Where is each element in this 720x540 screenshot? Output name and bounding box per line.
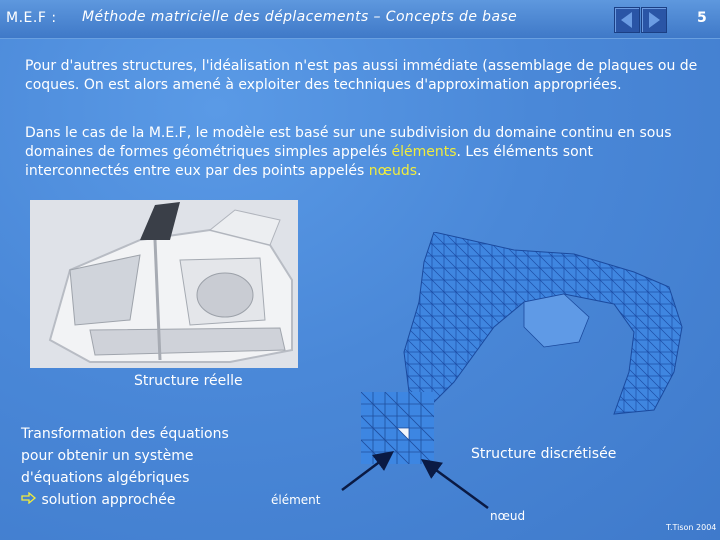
page-number: 5 <box>697 10 707 26</box>
paragraph-text: . Les éléments sont interconnectés entre eux par des points appelés <box>25 144 594 179</box>
highlight-elements: éléments <box>391 144 457 160</box>
paragraph-text: . <box>417 163 422 179</box>
element-pointer-arrow <box>342 454 390 490</box>
node-label: nœud <box>490 509 526 523</box>
course-label: M.E.F : <box>6 10 57 26</box>
paragraph-text: Dans le cas de la M.E.F, le modèle est basé sur une subdivision du domaine continu en sous domaines de formes géométriques simples appelés <box>25 125 672 160</box>
previous-arrow-icon <box>615 8 639 32</box>
author-credit: T.Tison 2004 <box>666 523 717 532</box>
discretized-structure-mesh <box>384 232 686 417</box>
paragraph-mef <box>25 124 700 181</box>
approximate-solution-text: solution approchée <box>37 492 176 508</box>
real-structure-label: Structure réelle <box>134 373 243 389</box>
highlight-nodes: nœuds <box>368 163 418 179</box>
transform-line: pour obtenir un système <box>21 448 194 464</box>
element-label: élément <box>271 493 321 507</box>
next-slide-button[interactable] <box>641 7 667 33</box>
slide-title: Méthode matricielle des déplacements – Concepts de base <box>82 9 518 25</box>
next-arrow-icon <box>642 8 666 32</box>
paragraph-idealisation: Pour d'autres structures, l'idéalisation n'est pas aussi immédiate (assemblage de plaques ou de coques. On est alors amené à exploiter des techniques d'approximation appropriées. <box>25 58 698 93</box>
discretized-structure-label: Structure discrétisée <box>471 446 617 462</box>
transform-line: Transformation des équations <box>21 426 229 442</box>
header-bar <box>0 0 720 39</box>
transform-line: d'équations algébriques <box>21 470 190 486</box>
transformation-text <box>21 423 229 511</box>
previous-slide-button[interactable] <box>614 7 640 33</box>
node-pointer-arrow <box>425 462 488 508</box>
transform-line <box>21 489 229 511</box>
hollow-right-arrow-icon <box>21 492 37 504</box>
real-structure-image <box>30 200 298 368</box>
